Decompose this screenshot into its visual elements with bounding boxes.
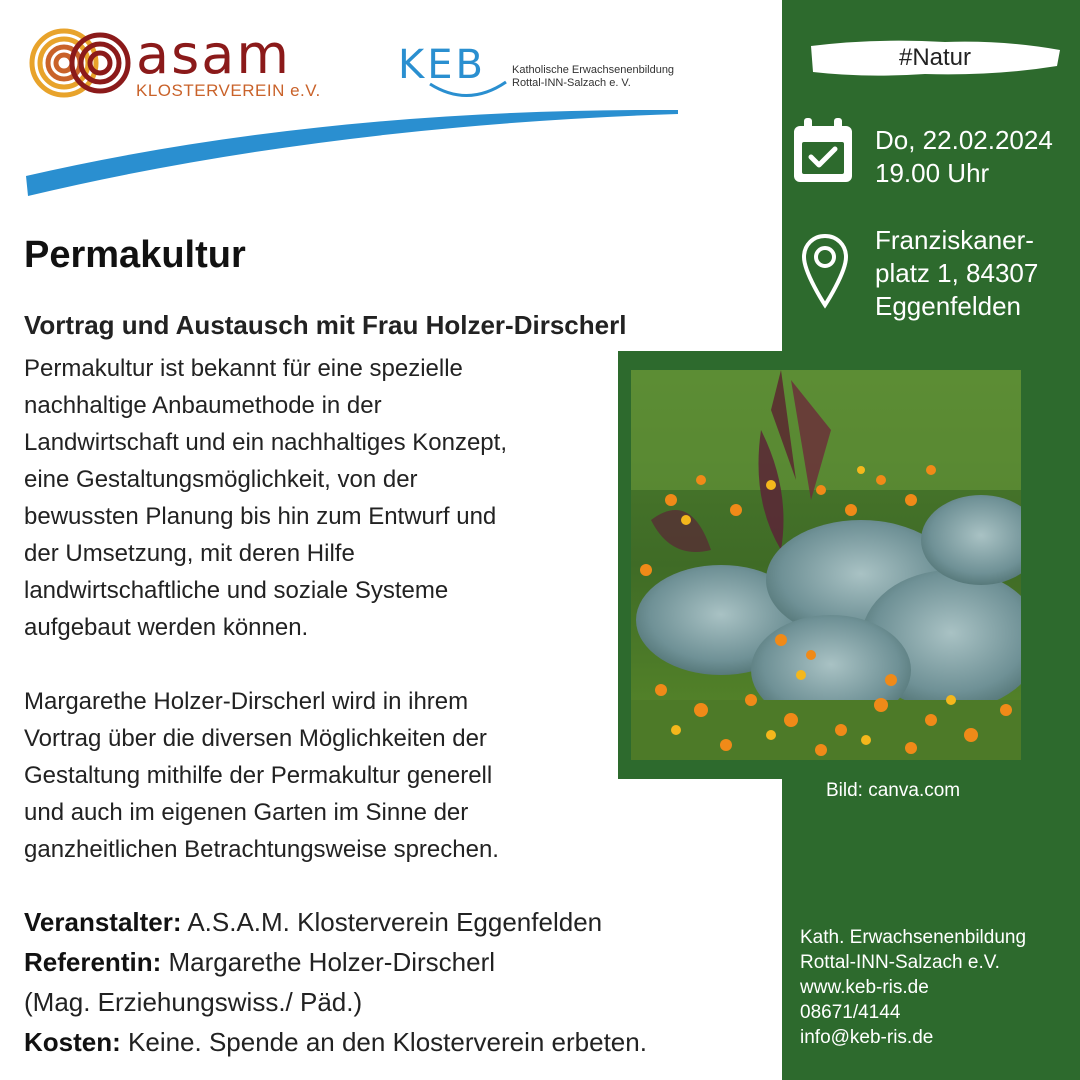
subtitle: Vortrag und Austausch mit Frau Holzer-Dirscherl bbox=[24, 310, 627, 340]
text-line: Vortrag über die diversen Möglichkeiten der bbox=[24, 725, 487, 752]
organizer-value: A.S.A.M. Klosterverein Eggenfelden bbox=[187, 907, 603, 937]
text-line: nachhaltige Anbaumethode in der bbox=[24, 392, 382, 419]
text-line: Gestaltung mithilfe der Permakultur generell bbox=[24, 762, 493, 789]
text-line: Margarethe Holzer-Dirscherl wird in ihrem bbox=[24, 688, 469, 715]
contact-email: info@keb-ris.de bbox=[800, 1027, 934, 1048]
address-line: Franziskaner- bbox=[875, 225, 1034, 255]
time-line: 19.00 Uhr bbox=[875, 158, 990, 188]
organizer-row bbox=[24, 902, 764, 942]
text-line: Landwirtschaft und ein nachhaltiges Konzept, bbox=[24, 429, 507, 456]
category-tag: #Natur bbox=[898, 44, 972, 71]
text-line: aufgebaut werden können. bbox=[24, 614, 309, 641]
location-pin-icon bbox=[801, 233, 849, 309]
contact-org-line1: Kath. Erwachsenenbildung bbox=[800, 927, 1027, 948]
text-line: ganzheitlichen Betrachtungsweise sprechen. bbox=[24, 836, 499, 863]
address-line: platz 1, 84307 bbox=[875, 258, 1039, 288]
text-line: und auch im eigenen Garten im Sinne der bbox=[24, 799, 469, 826]
contact-org-line2: Rottal-INN-Salzach e.V. bbox=[800, 952, 1000, 973]
cost-row bbox=[24, 1022, 764, 1062]
speaker-value: Margarethe Holzer-Dirscherl bbox=[168, 947, 496, 977]
blue-swoosh bbox=[22, 90, 682, 200]
event-address bbox=[875, 224, 1038, 323]
event-details bbox=[24, 902, 764, 1062]
cost-value: Keine. Spende an den Klosterverein erbeten. bbox=[128, 1027, 647, 1057]
asam-wordmark: asam bbox=[136, 23, 291, 86]
text-line: der Umsetzung, mit deren Hilfe bbox=[24, 540, 355, 567]
speaker-note: (Mag. Erziehungswiss./ Päd.) bbox=[24, 987, 363, 1017]
keb-name-line1: Katholische Erwachsenenbildung bbox=[512, 64, 675, 76]
image-credit: Bild: canva.com bbox=[826, 780, 961, 801]
organizer-label: Veranstalter: bbox=[24, 907, 182, 937]
address-line: Eggenfelden bbox=[875, 291, 1022, 321]
text-line: eine Gestaltungsmöglichkeit, von der bbox=[24, 466, 418, 493]
keb-name-line2: Rottal-INN-Salzach e. V. bbox=[512, 77, 631, 89]
contact-website: www.keb-ris.de bbox=[800, 977, 929, 998]
contact-info bbox=[800, 925, 1026, 1050]
text-line: bewussten Planung bis hin zum Entwurf und bbox=[24, 503, 497, 530]
text-line: Permakultur ist bekannt für eine spezielle bbox=[24, 355, 463, 382]
description-paragraph-2 bbox=[24, 683, 614, 868]
speaker-row bbox=[24, 942, 764, 982]
contact-phone: 08671/4144 bbox=[800, 1002, 901, 1023]
date-line: Do, 22.02.2024 bbox=[875, 125, 1053, 155]
cost-label: Kosten: bbox=[24, 1027, 121, 1057]
garden-photo bbox=[631, 370, 1021, 760]
text-line: landwirtschaftliche und soziale Systeme bbox=[24, 577, 449, 604]
asam-subtitle: KLOSTERVEREIN e.V. bbox=[136, 81, 321, 100]
asam-rings-icon bbox=[28, 27, 132, 99]
page-title: Permakultur bbox=[24, 234, 246, 276]
speaker-label: Referentin: bbox=[24, 947, 162, 977]
event-date bbox=[875, 124, 1053, 190]
calendar-check-icon bbox=[791, 116, 855, 186]
description-paragraph-1 bbox=[24, 350, 614, 646]
keb-wordmark: KEB bbox=[398, 42, 486, 88]
